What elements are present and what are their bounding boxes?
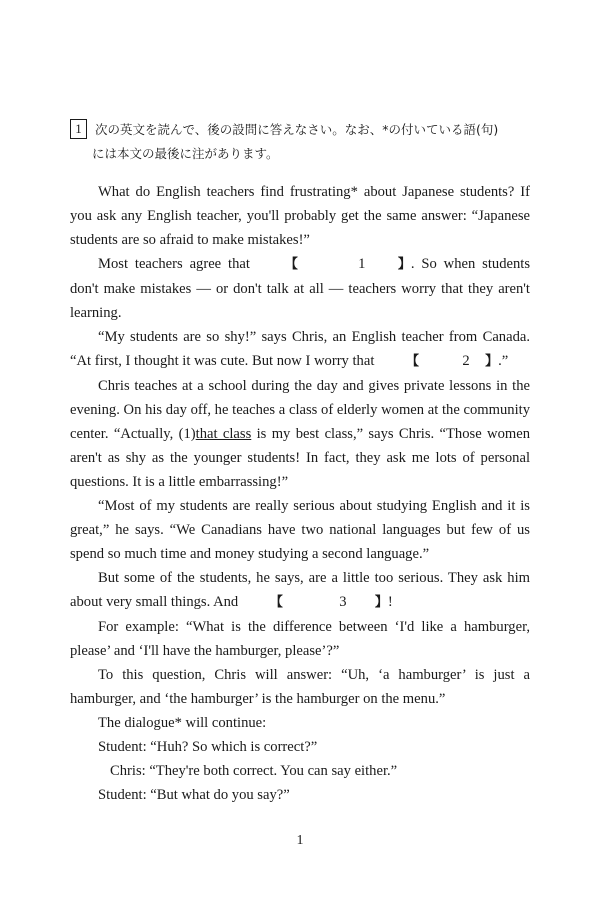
page-number: 1 — [296, 833, 304, 848]
dialogue-line-3: Student: “But what do you say?” — [98, 787, 290, 803]
blank-2-number: 2 — [462, 353, 470, 369]
reading-passage — [70, 180, 530, 807]
blank-1-open-bracket: 【 — [284, 257, 298, 272]
question-instruction — [70, 118, 540, 166]
paragraph-2 — [70, 252, 530, 325]
instruction-text-1: 次の英文を読んで、後の設問に答えなさい。なお、*の付いている語(句) — [95, 122, 499, 137]
blank-3-open-bracket: 【 — [269, 595, 283, 610]
paragraph-8: To this question, Chris will answer: “Uh, ‘a hamburger’ is just a hamburger, and ‘the hamburger’ is the hamburger on the menu.” — [70, 667, 530, 707]
paragraph-4 — [70, 374, 530, 494]
paragraph-6-text-b: ! — [387, 594, 393, 610]
blank-2-open-bracket: 【 — [406, 354, 420, 369]
paragraph-3-text-b: .” — [498, 353, 509, 369]
blank-3-number: 3 — [339, 594, 347, 610]
blank-3-close-bracket: 】 — [374, 595, 388, 610]
blank-2-close-bracket: 】 — [485, 354, 499, 369]
paragraph-9: The dialogue* will continue: — [98, 715, 267, 731]
paragraph-3-text-a: “My students are so shy!” says Chris, an English teacher from Canada. “At first, I thought it was cute. But now I worry that — [70, 329, 530, 369]
blank-1-number: 1 — [358, 256, 366, 272]
dialogue-line-2: Chris: “They're both correct. You can say either.” — [110, 763, 398, 779]
paragraph-1: What do English teachers find frustrating* about Japanese students? If you ask any English teacher, you'll probably get the same answer: “Japanese students are so afraid to make mistakes!” — [70, 184, 530, 248]
instruction-text-2: には本文の最後に注があります。 — [92, 146, 279, 161]
paragraph-2-text-a: Most teachers agree that — [98, 256, 257, 272]
paragraph-4-text-a: Chris teaches at a school during the day and gives private lessons in the evening. On his day off, he teaches a class of elderly women at the community center. “Actually, (1) — [70, 378, 530, 442]
dialogue-line-1: Student: “Huh? So which is correct?” — [98, 739, 318, 755]
paragraph-2-text-b: . So when students don't make mistakes — or don't talk at all — teachers worry that they aren't learning. — [70, 256, 530, 321]
paragraph-7: For example: “What is the difference between ‘I'd like a hamburger, please’ and ‘I'll have the hamburger, please’?” — [70, 619, 530, 659]
question-number-box: 1 — [70, 119, 87, 139]
instruction-line-1 — [70, 118, 540, 142]
blank-3 — [242, 590, 388, 615]
paragraph-4-text-b: is my best class,” says Chris. “Those women aren't as shy as the younger students! In fact, they ask me lots of personal questions. It is a little embarrassing!” — [70, 426, 530, 490]
paragraph-3 — [70, 325, 530, 374]
paragraph-5: “Most of my students are really serious about studying English and it is great,” he says. “We Canadians have two national languages but few of us spend so much time and money studying a second language.” — [70, 498, 530, 562]
blank-1-close-bracket: 】 — [397, 257, 411, 272]
blank-2 — [378, 349, 498, 374]
paragraph-6 — [70, 566, 530, 615]
paragraph-6-text-a: But some of the students, he says, are a little too serious. They ask him about very small things. And — [70, 570, 530, 610]
blank-1 — [257, 252, 411, 277]
underlined-phrase-1: that class — [195, 426, 252, 442]
